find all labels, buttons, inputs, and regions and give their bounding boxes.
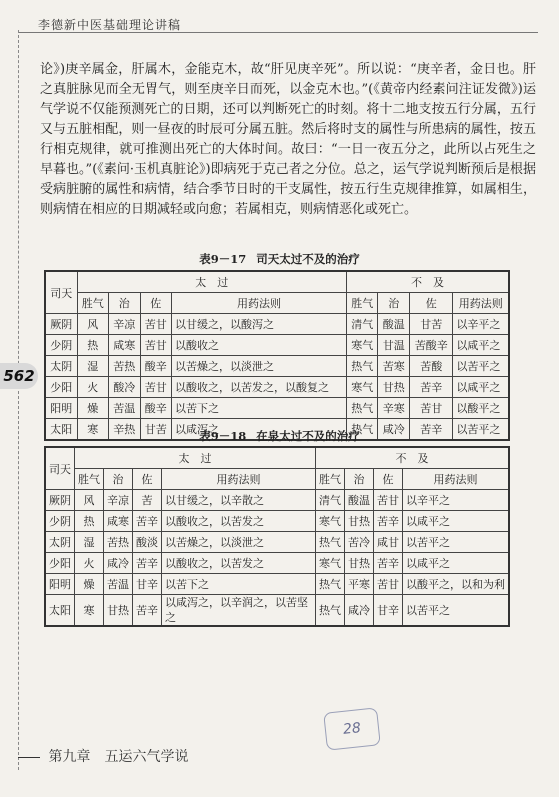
table-subheader-row: [45, 293, 509, 314]
cell: 少阴: [45, 511, 75, 532]
cell: 以苦平之: [453, 356, 509, 377]
cell: 酸辛: [140, 398, 172, 419]
cell: 苦酸: [409, 356, 452, 377]
cell: 湿: [75, 532, 104, 553]
cell: 以苦平之: [403, 595, 510, 627]
cell: 甘热: [345, 553, 374, 574]
table-caption: 司天太过不及的治疗: [256, 252, 360, 266]
cell: 酸淡: [133, 532, 162, 553]
cell: 以咸平之: [453, 335, 509, 356]
table-zaiquan-treatment: [44, 446, 510, 627]
page-number: 562: [3, 367, 35, 385]
cell: 苦热: [109, 356, 141, 377]
header-group-deficient: 不 及: [346, 271, 509, 293]
table-row: [45, 398, 509, 419]
table-sitian-treatment: [44, 270, 510, 441]
cell: 以苦燥之，以淡泄之: [172, 356, 347, 377]
cell: 苦甘: [140, 335, 172, 356]
cell: 甘苦: [140, 419, 172, 441]
cell: 以苦燥之，以淡泄之: [162, 532, 316, 553]
cell: 厥阴: [45, 490, 75, 511]
cell: 辛凉: [104, 490, 133, 511]
subheader-cell: 用药法则: [172, 293, 347, 314]
cell: 苦寒: [378, 356, 410, 377]
cell: 苦辛: [374, 511, 403, 532]
page-footer: [18, 746, 538, 770]
cell: 苦辛: [133, 511, 162, 532]
subheader-cell: 佐: [409, 293, 452, 314]
table-row: [45, 511, 509, 532]
cell: 火: [77, 377, 109, 398]
margin-dashed-line: [18, 30, 19, 770]
cell: 寒气: [346, 377, 378, 398]
cell: 苦甘: [374, 574, 403, 595]
subheader-cell: 治: [345, 469, 374, 490]
cell: 苦冷: [345, 532, 374, 553]
library-stamp: [323, 707, 381, 750]
cell: 酸冷: [109, 377, 141, 398]
cell: 寒气: [316, 553, 345, 574]
cell: 辛凉: [109, 314, 141, 335]
header-group-excess: 太 过: [75, 447, 316, 469]
cell: 热气: [316, 595, 345, 627]
subheader-cell: 胜气: [77, 293, 109, 314]
cell: 少阴: [45, 335, 77, 356]
cell: 太阳: [45, 419, 77, 441]
header-group-excess: 太 过: [77, 271, 346, 293]
cell: 以苦平之: [453, 419, 509, 441]
cell: 咸冷: [345, 595, 374, 627]
footer-dash: [18, 757, 40, 758]
subheader-cell: 胜气: [75, 469, 104, 490]
cell: 苦辛: [409, 419, 452, 441]
cell: 苦辛: [133, 553, 162, 574]
table-number: 表9－17: [199, 252, 247, 266]
running-title: 李德新中医基础理论讲稿: [38, 18, 182, 32]
table-row: [45, 490, 509, 511]
cell: 寒气: [316, 511, 345, 532]
cell: 辛寒: [378, 398, 410, 419]
cell: 热气: [346, 398, 378, 419]
cell: 酸温: [378, 314, 410, 335]
table-row: [45, 553, 509, 574]
cell: 厥阴: [45, 314, 77, 335]
table-title: [0, 428, 559, 444]
cell: 火: [75, 553, 104, 574]
cell: 热气: [316, 574, 345, 595]
cell: 平寒: [345, 574, 374, 595]
cell: 咸甘: [374, 532, 403, 553]
cell: 辛热: [109, 419, 141, 441]
cell: 太阳: [45, 595, 75, 627]
cell: 以酸平之: [453, 398, 509, 419]
cell: 以咸泻之，以辛润之，以苦坚之: [162, 595, 316, 627]
table-header-row: [45, 447, 509, 469]
cell: 以酸收之，以苦发之: [162, 511, 316, 532]
cell: 酸温: [345, 490, 374, 511]
cell: 咸冷: [104, 553, 133, 574]
cell: 以苦下之: [162, 574, 316, 595]
table-row: [45, 314, 509, 335]
table-header-row: [45, 271, 509, 293]
table-row: [45, 574, 509, 595]
table-row: [45, 377, 509, 398]
cell: 清气: [316, 490, 345, 511]
header-rule: [18, 32, 538, 33]
cell: 以苦平之: [403, 532, 510, 553]
cell: 寒气: [346, 335, 378, 356]
cell: 以酸收之，以苦发之，以酸复之: [172, 377, 347, 398]
cell: 风: [77, 314, 109, 335]
cell: 太阴: [45, 532, 75, 553]
subheader-cell: 佐: [374, 469, 403, 490]
cell: 以酸收之，以苦发之: [162, 553, 316, 574]
cell: 以甘缓之，以酸泻之: [172, 314, 347, 335]
page-number-tab: [0, 363, 38, 389]
subheader-cell: 佐: [140, 293, 172, 314]
cell: 少阳: [45, 377, 77, 398]
cell: 寒: [77, 419, 109, 441]
cell: 苦甘: [140, 377, 172, 398]
subheader-cell: 佐: [133, 469, 162, 490]
header-sitian: 司天: [45, 447, 75, 490]
cell: 苦甘: [374, 490, 403, 511]
cell: 热气: [346, 419, 378, 441]
cell: 燥: [77, 398, 109, 419]
cell: 燥: [75, 574, 104, 595]
body-text: [40, 60, 536, 220]
chapter-title: 第九章 五运六气学说: [48, 749, 189, 765]
cell: 苦甘: [409, 398, 452, 419]
cell: 苦甘: [140, 314, 172, 335]
cell: 甘热: [378, 377, 410, 398]
cell: 寒: [75, 595, 104, 627]
cell: 风: [75, 490, 104, 511]
cell: 以咸平之: [403, 553, 510, 574]
cell: 苦: [133, 490, 162, 511]
table-row: [45, 335, 509, 356]
cell: 苦温: [109, 398, 141, 419]
cell: 以咸平之: [403, 511, 510, 532]
cell: 以咸平之: [453, 377, 509, 398]
cell: 热: [77, 335, 109, 356]
subheader-cell: 胜气: [316, 469, 345, 490]
cell: 酸辛: [140, 356, 172, 377]
cell: 少阳: [45, 553, 75, 574]
subheader-cell: 用药法则: [453, 293, 509, 314]
cell: 苦热: [104, 532, 133, 553]
running-header: [18, 14, 538, 36]
cell: 甘辛: [133, 574, 162, 595]
table-subheader-row: [45, 469, 509, 490]
cell: 以辛平之: [403, 490, 510, 511]
cell: 咸寒: [104, 511, 133, 532]
subheader-cell: 治: [378, 293, 410, 314]
cell: 热气: [346, 356, 378, 377]
cell: 以咸泻之: [172, 419, 347, 441]
cell: 苦辛: [409, 377, 452, 398]
header-group-deficient: 不 及: [316, 447, 510, 469]
table-caption: 在泉太过不及的治疗: [256, 429, 360, 443]
cell: 阳明: [45, 398, 77, 419]
cell: 苦辛: [133, 595, 162, 627]
table-title: [0, 251, 559, 267]
stamp-number: 28: [342, 720, 362, 738]
table-row: [45, 595, 509, 627]
table-row: [45, 532, 509, 553]
cell: 以辛平之: [453, 314, 509, 335]
subheader-cell: 用药法则: [403, 469, 510, 490]
cell: 湿: [77, 356, 109, 377]
header-sitian: 司天: [45, 271, 77, 314]
subheader-cell: 胜气: [346, 293, 378, 314]
cell: 咸寒: [109, 335, 141, 356]
cell: 以酸收之: [172, 335, 347, 356]
subheader-cell: 治: [104, 469, 133, 490]
cell: 以酸平之，以和为利: [403, 574, 510, 595]
table-number: 表9－18: [199, 429, 247, 443]
cell: 热气: [316, 532, 345, 553]
cell: 以苦下之: [172, 398, 347, 419]
cell: 阳明: [45, 574, 75, 595]
table-row: [45, 356, 509, 377]
cell: 热: [75, 511, 104, 532]
cell: 甘温: [378, 335, 410, 356]
cell: 苦酸辛: [409, 335, 452, 356]
subheader-cell: 用药法则: [162, 469, 316, 490]
cell: 以甘缓之，以辛散之: [162, 490, 316, 511]
cell: 苦温: [104, 574, 133, 595]
cell: 甘苦: [409, 314, 452, 335]
cell: 甘热: [345, 511, 374, 532]
cell: 咸冷: [378, 419, 410, 441]
cell: 太阴: [45, 356, 77, 377]
cell: 甘辛: [374, 595, 403, 627]
cell: 甘热: [104, 595, 133, 627]
subheader-cell: 治: [109, 293, 141, 314]
paragraph: 论》)庚辛属金，肝属木，金能克木，故“肝见庚辛死”。所以说：“庚辛者，金日也。肝之真脏脉见而全无胃气，则至庚辛日而死，以金克木也。”(《黄帝内经素问注证发微》)运气学说不仅能预测死亡的日期，还可以判断死亡的时刻。将十二地支按五行分属，五行又与五脏相配，则一昼夜的时辰可分属五脏。然后将时支的属性与所患病的属性，按五行相克规律，就可推测出死亡的大体时间。故曰：“一日一夜五分之，此所以占死生之早暮也。”(《素问·玉机真脏论》)即病死于克己者之分位。总之，运气学说判断预后是根据受病脏腑的属性和病情，结合季节日时的干支属性，按五行生克规律推算，如属相生，则病情在相应的日期减轻或向愈；若属相克，则病情恶化或死亡。: [40, 62, 536, 217]
cell: 清气: [346, 314, 378, 335]
cell: 苦辛: [374, 553, 403, 574]
